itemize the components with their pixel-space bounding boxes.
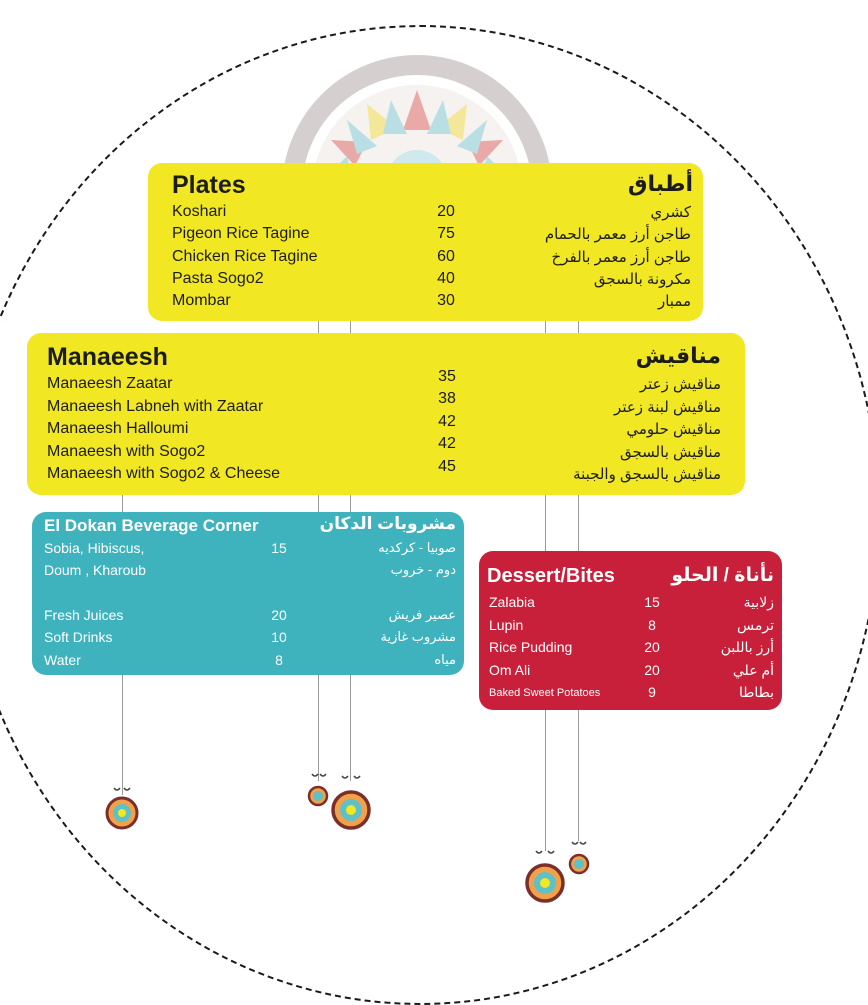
item-price: 38 [438,390,456,407]
item-name-arabic: مناقيش بالسجق والجبنة [573,466,721,483]
item-name: Lupin [489,617,524,633]
item-price: 15 [644,594,660,610]
beverage-panel [32,512,464,675]
menu-item [27,375,745,397]
menu-item [479,594,782,616]
menu-item [148,270,703,292]
menu-item [479,684,782,706]
item-name: Koshari [172,203,227,220]
menu-item [32,540,464,562]
dessert-title-arabic: نأناة / الحلو [671,565,774,586]
item-name-arabic: طاجن أرز معمر بالفرخ [551,249,691,266]
menu-item [32,607,464,629]
manaeesh-panel [27,333,745,495]
dessert-panel [479,551,782,710]
item-price: 20 [271,607,287,623]
item-name: Fresh Juices [44,607,124,623]
menu-item [32,562,464,584]
item-price: 8 [648,617,656,633]
item-price: 8 [275,652,283,668]
dessert-title: Dessert/Bites [487,565,615,587]
item-name-arabic: عصير فريش [388,607,456,622]
plates-title: Plates [172,171,246,199]
item-name: Manaeesh Labneh with Zaatar [47,398,264,415]
item-name: Pasta Sogo2 [172,270,264,287]
beverage-title: El Dokan Beverage Corner [44,516,259,535]
item-name-arabic: مكرونة بالسجق [593,271,691,288]
item-price: 9 [648,684,656,700]
menu-item [27,420,745,442]
item-name-arabic: مناقيش لبنة زعتر [614,399,721,416]
item-price: 20 [437,203,455,220]
item-name-arabic: زلابية [743,594,774,610]
item-price: 15 [271,540,287,556]
menu-item [32,652,464,674]
plates-panel [148,163,703,321]
item-name: Water [44,652,81,668]
item-name: Doum , Kharoub [44,562,146,578]
item-name: Sobia, Hibiscus, [44,540,145,556]
item-name-arabic: بطاطا [738,684,774,700]
plates-title-arabic: أطباق [627,171,693,196]
manaeesh-title-arabic: مناقيش [635,343,721,368]
item-price: 75 [437,225,455,242]
item-name: Manaeesh with Sogo2 [47,443,206,460]
item-name-arabic: كشري [650,204,691,221]
hanging-ornament-icon [328,770,374,832]
menu-item [27,443,745,465]
item-name: Zalabia [489,594,535,610]
item-name-arabic: مياه [434,652,456,667]
item-name-arabic: أرز باللبن [720,639,774,655]
beverage-title-arabic: مشروبات الدكان [319,514,456,533]
menu-item [148,225,703,247]
item-name: Om Ali [489,662,531,678]
item-price: 42 [438,435,456,452]
item-name-arabic: مناقيش بالسجق [619,444,721,461]
menu-item [27,465,745,487]
item-name-arabic: مناقيش حلومي [626,421,721,438]
item-name: Manaeesh Zaatar [47,375,173,392]
item-name-arabic: طاجن أرز معمر بالحمام [544,226,691,243]
menu-item [27,398,745,420]
item-price: 20 [644,662,660,678]
item-name-arabic: أم علي [732,662,774,678]
item-name-arabic: ممبار [657,293,691,310]
menu-item [148,248,703,270]
item-name: Manaeesh Halloumi [47,420,189,437]
item-price: 10 [271,629,287,645]
hanging-ornament-icon [522,845,568,907]
hanging-ornament-icon [566,838,592,876]
item-name-arabic: مشروب غازية [380,629,456,644]
item-price: 42 [438,413,456,430]
item-name-arabic: دوم - خروب [390,562,456,577]
item-name: Rice Pudding [489,639,573,655]
item-price: 45 [438,458,456,475]
menu-item [148,203,703,225]
menu-item [479,662,782,684]
item-name-arabic: صوبيا - كركديه [378,540,456,555]
item-name-arabic: مناقيش زعتر [639,376,721,393]
item-price: 40 [437,270,455,287]
item-name: Manaeesh with Sogo2 & Cheese [47,465,281,482]
item-price: 35 [438,368,456,385]
item-name-arabic: ترمس [737,617,774,633]
item-price: 30 [437,292,455,309]
item-name: Mombar [172,292,231,309]
item-name: Baked Sweet Potatoes [489,687,601,699]
item-price: 60 [437,248,455,265]
menu-item [148,292,703,314]
item-name: Pigeon Rice Tagine [172,225,310,242]
menu-item [479,639,782,661]
item-price: 20 [644,639,660,655]
item-name: Chicken Rice Tagine [172,248,318,265]
hanging-ornament-icon [102,782,142,832]
manaeesh-title: Manaeesh [47,343,168,371]
menu-item [32,629,464,651]
item-name: Soft Drinks [44,629,113,645]
menu-item [479,617,782,639]
